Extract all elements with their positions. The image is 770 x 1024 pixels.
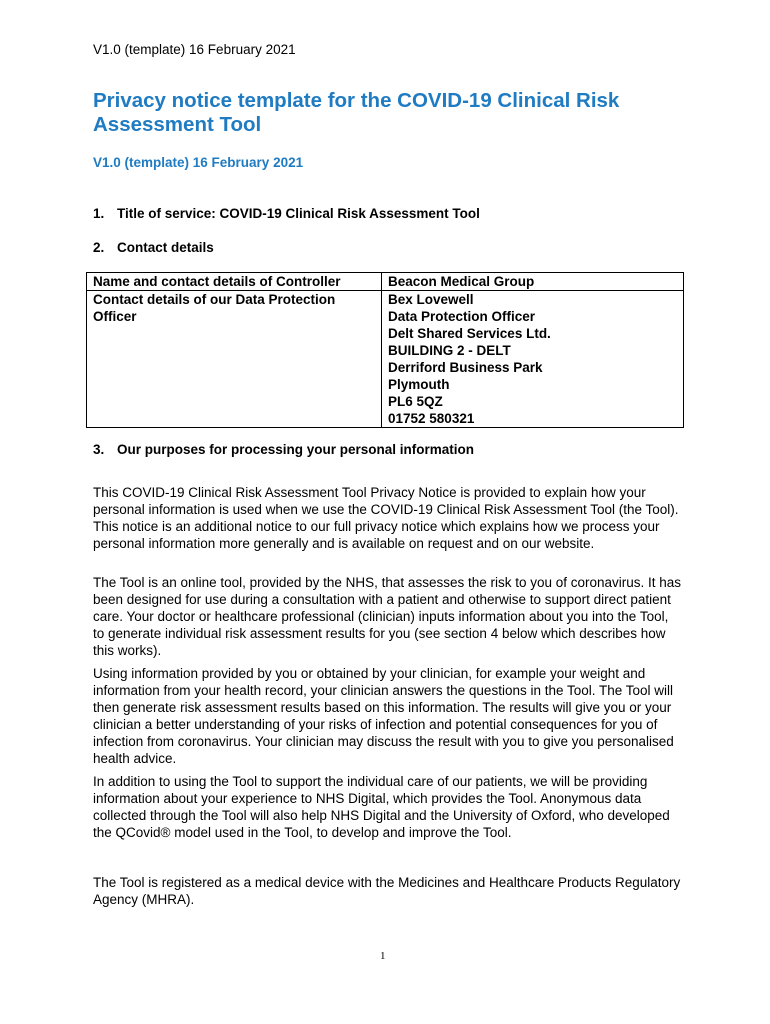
contact-details-table bbox=[86, 272, 684, 428]
body-paragraph: This COVID-19 Clinical Risk Assessment Tool Privacy Notice is provided to explain how your personal information is used when we use the COVID-19 Clinical Risk Assessment Tool (the Tool). This notice is an additional notice to our full privacy notice which explains how we process your personal information more generally and is available on request and on our website. bbox=[93, 485, 679, 551]
document-subtitle: V1.0 (template) 16 February 2021 bbox=[93, 155, 304, 170]
section-number: 1. bbox=[93, 206, 105, 221]
dpo-address-line: BUILDING 2 - DELT bbox=[388, 343, 511, 358]
body-paragraph: In addition to using the Tool to support the individual care of our patients, we will be providing information about your experience to NHS Digital, which provides the Tool. Anonymous data collected through the Tool will also help NHS Digital and the University of Oxford, who developed the QCovid® model used in the Tool, to develop and improve the Tool. bbox=[93, 774, 670, 840]
dpo-organisation: Delt Shared Services Ltd. bbox=[388, 326, 551, 341]
document-title: Privacy notice template for the COVID-19 Clinical Risk Assessment Tool bbox=[93, 89, 620, 136]
dpo-postcode: PL6 5QZ bbox=[388, 394, 443, 409]
section-title: Our purposes for processing your personal information bbox=[117, 442, 475, 457]
section-title: Title of service: COVID-19 Clinical Risk Assessment Tool bbox=[117, 206, 480, 221]
section-number: 3. bbox=[93, 442, 105, 457]
table-cell-value bbox=[382, 291, 684, 428]
section-heading-3 bbox=[93, 442, 474, 457]
dpo-address-line: Derriford Business Park bbox=[388, 360, 543, 375]
dpo-phone: 01752 580321 bbox=[388, 411, 475, 426]
table-cell-value bbox=[382, 273, 684, 291]
dpo-address-city: Plymouth bbox=[388, 377, 450, 392]
body-paragraph: The Tool is an online tool, provided by the NHS, that assesses the risk to you of coronavirus. It has been designed for use during a consultation with a patient and otherwise to support direct patient care. Your doctor or healthcare professional (clinician) inputs information about you into the Tool, to generate individual risk assessment results for you (see section 4 below which describes how this works). bbox=[93, 575, 682, 658]
controller-name: Beacon Medical Group bbox=[388, 274, 535, 289]
table-row bbox=[87, 291, 684, 428]
section-heading-2 bbox=[93, 240, 214, 255]
version-header: V1.0 (template) 16 February 2021 bbox=[93, 42, 296, 57]
dpo-name: Bex Lovewell bbox=[388, 292, 474, 307]
table-row bbox=[87, 273, 684, 291]
section-heading-1 bbox=[93, 206, 480, 221]
section-number: 2. bbox=[93, 240, 105, 255]
body-paragraph: Using information provided by you or obtained by your clinician, for example your weight and information from your health record, your clinician answers the questions in the Tool. The Tool will then generate risk assessment results based on this information. The results will give you or your clinician a better understanding of your risks of infection and potential consequences for you of infection from coronavirus. Your clinician may discuss the result with you to give you personalised health advice. bbox=[93, 666, 674, 766]
page-number: 1 bbox=[380, 950, 386, 962]
section-title: Contact details bbox=[117, 240, 214, 255]
dpo-role: Data Protection Officer bbox=[388, 309, 536, 324]
body-paragraph: The Tool is registered as a medical device with the Medicines and Healthcare Products Regulatory Agency (MHRA). bbox=[93, 875, 681, 907]
table-cell-label: Name and contact details of Controller bbox=[87, 273, 382, 291]
table-cell-label: Contact details of our Data Protection Officer bbox=[87, 291, 382, 428]
